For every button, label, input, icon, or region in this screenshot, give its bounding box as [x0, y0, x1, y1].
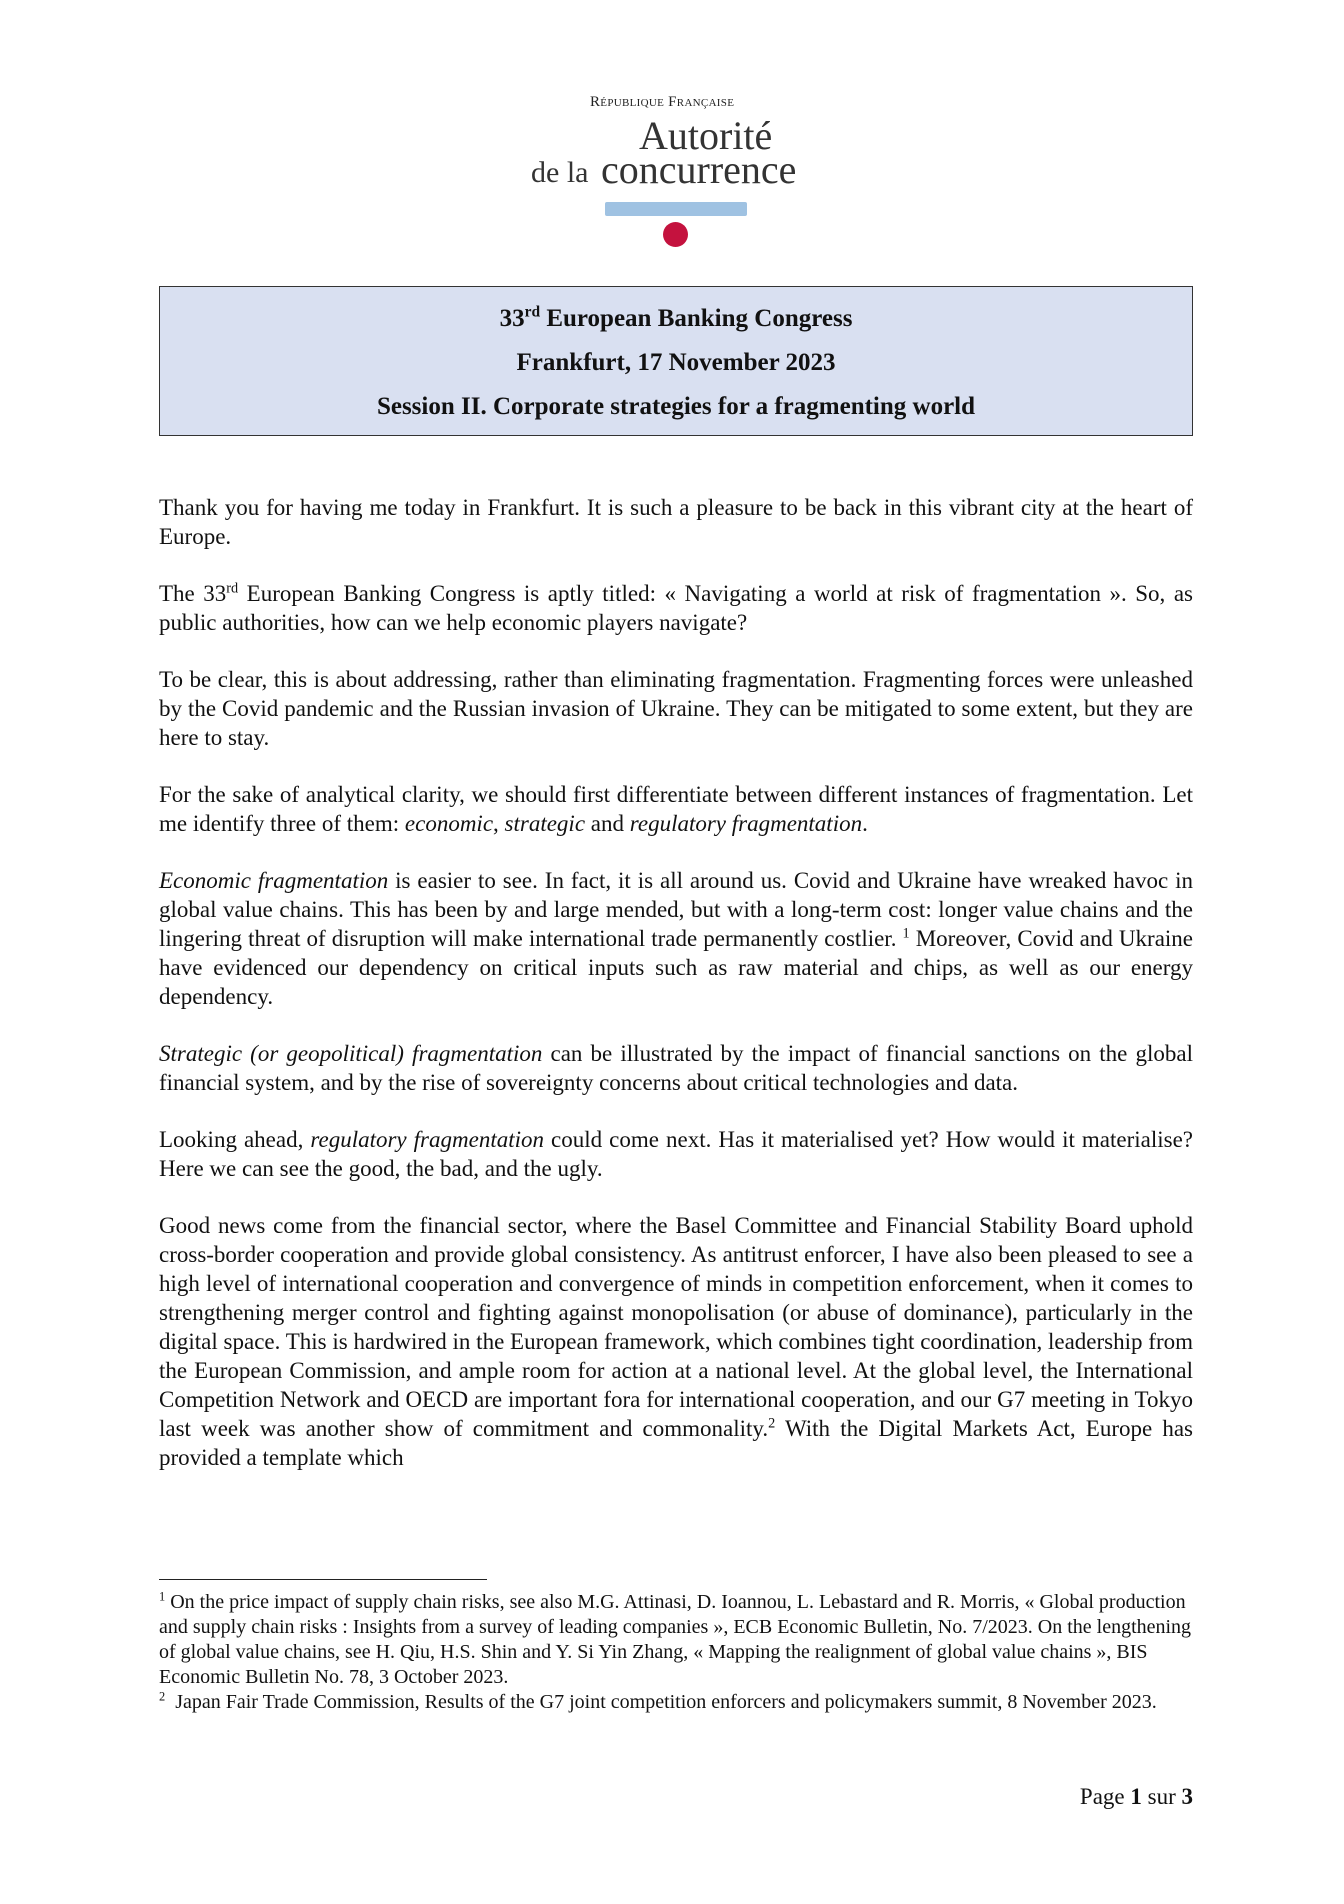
paragraph-1: Thank you for having me today in Frankfurt. It is such a pleasure to be back in this vibrant city at the heart of Europe.: [159, 495, 1193, 549]
speech-body: [159, 493, 1193, 1500]
p7-text-b: could come next. Has it materialised yet? How would it materialise? Here we can see the good, the bad, and the ugly.: [159, 1127, 1193, 1181]
logo-blue-stripe: [605, 202, 747, 216]
p8-text-b: With the Digital Markets Act, Europe has provided a template which: [159, 1416, 1194, 1470]
p4-end: .: [862, 811, 868, 836]
paragraph-3: To be clear, this is about addressing, rather than eliminating fragmentation. Fragmenting forces were unleashed by the Covid pandemic and the Russian invasion of Ukraine. They can be mitigated to some extent, but they are here to stay.: [159, 667, 1193, 750]
p4-strategic: strategic: [504, 811, 586, 836]
p7-text-a: Looking ahead,: [159, 1127, 311, 1152]
logo-autorite-text: Autorité: [639, 113, 773, 158]
paragraph-5: [159, 866, 1193, 1011]
paragraph-4: [159, 780, 1193, 838]
republique-text: République Française: [590, 94, 735, 110]
footnotes: [159, 1590, 1193, 1715]
paragraph-6: [159, 1039, 1193, 1097]
p5-text-b: Moreover, Covid and Ukraine have evidenced our dependency on critical inputs such as raw material and chips, as well as our energy dependency.: [159, 926, 1193, 1009]
footnote-separator: [159, 1579, 487, 1580]
p4-comma: ,: [493, 811, 505, 836]
page-current: 1: [1130, 1784, 1142, 1809]
event-location-date: Frankfurt, 17 November 2023: [516, 349, 836, 376]
footnote-1: [159, 1590, 1193, 1690]
logo-de-la-text: de la: [531, 156, 589, 189]
event-title: [160, 305, 1192, 333]
page-sur: sur: [1141, 1784, 1182, 1809]
p5-italic: Economic fragmentation: [159, 868, 389, 893]
p4-regulatory: regulatory fragmentation: [629, 811, 863, 836]
p2-text-a: The 33: [159, 581, 227, 606]
p5-text-a: is easier to see. In fact, it is all around us. Covid and Ukraine have wreaked havoc in global value chains. This has been by and large mended, but with a long-term cost: longer value chains and the lingering threat of disruption will make international trade permanently costlier.: [159, 868, 1193, 951]
event-number: 33: [499, 305, 525, 332]
p2-superscript: rd: [226, 580, 239, 597]
event-title-rest: European Banking Congress: [540, 305, 853, 332]
p2-text-b: European Banking Congress is aptly titled: « Navigating a world at risk of fragmentation ». So, as public authorities, how can we help economic players navigate?: [159, 581, 1193, 635]
p4-and: and: [585, 811, 630, 836]
page-label: Page: [1079, 1784, 1131, 1809]
footnote-1-text: On the price impact of supply chain risks, see also M.G. Attinasi, D. Ioannou, L. Lebastard and R. Morris, « Global production and supply chain risks : Insights from a survey of leading companies », ECB Economic Bulletin, No. 7/2023. On the lengthening of global value chains, see H. Qiu, H.S. Shin and Y. Si Yin Zhang, « Mapping the realignment of global value chains », BIS Economic Bulletin No. 78, 3 October 2023.: [159, 1591, 1192, 1688]
session-title: Session II. Corporate strategies for a fragmenting world: [376, 393, 976, 420]
p7-italic: regulatory fragmentation: [310, 1127, 544, 1152]
p6-text: can be illustrated by the impact of financial sanctions on the global financial system, and by the rise of sovereignty concerns about critical technologies and data.: [159, 1041, 1193, 1095]
page-total: 3: [1181, 1784, 1193, 1809]
footnote-ref-1[interactable]: 1: [902, 925, 910, 942]
logo-red-dot: [663, 222, 688, 247]
paragraph-2: [159, 579, 1193, 637]
footnote-2: [159, 1690, 1193, 1715]
republique-francaise-label: [590, 94, 734, 111]
logo-concurrence-text: concurrence: [601, 147, 797, 192]
event-number-suffix: rd: [524, 303, 541, 321]
paragraph-7: [159, 1125, 1193, 1183]
footnote-1-number: 1: [159, 1589, 166, 1604]
footnote-ref-2[interactable]: 2: [768, 1415, 776, 1432]
p4-text: For the sake of analytical clarity, we should first differentiate between different instances of fragmentation. Let me identify three of them:: [159, 782, 1193, 836]
p8-text-a: Good news come from the financial sector, where the Basel Committee and Financial Stability Board uphold cross-border cooperation and provide global consistency. As antitrust enforcer, I have also been pleased to see a high level of international cooperation and convergence of minds in competition enforcement, when it comes to strengthening merger control and fighting against monopolisation (or abuse of dominance), particularly in the digital space. This is hardwired in the European framework, which combines tight coordination, leadership from the European Commission, and ample room for action at a national level. At the global level, the International Competition Network and OECD are important fora for international cooperation, and our G7 meeting in Tokyo last week was another show of commitment and commonality.: [159, 1213, 1193, 1441]
p6-italic: Strategic (or geopolitical) fragmentation: [159, 1041, 543, 1066]
autorite-logo: [0, 90, 1344, 260]
page-number: [1000, 1784, 1193, 1810]
footnote-2-number: 2: [159, 1689, 166, 1704]
paragraph-8: [159, 1211, 1193, 1472]
footnote-2-text: Japan Fair Trade Commission, Results of the G7 joint competition enforcers and policymakers summit, 8 November 2023.: [165, 1691, 1157, 1713]
event-header-box: [159, 286, 1193, 436]
p4-economic: economic: [404, 811, 494, 836]
